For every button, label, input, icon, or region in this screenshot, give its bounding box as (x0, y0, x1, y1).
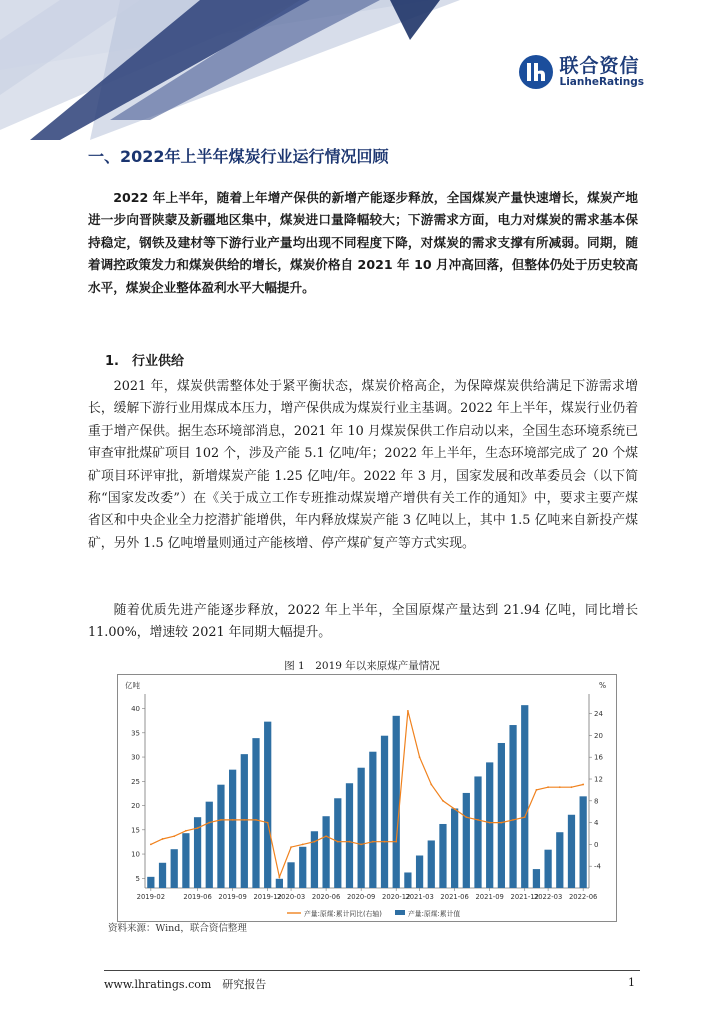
left-tick-label: 35 (131, 729, 140, 738)
footer-divider (104, 970, 640, 971)
chart-frame (118, 675, 617, 922)
yoy-growth-point (255, 819, 257, 821)
body-paragraph-1: 2021 年，煤炭供需整体处于紧平衡状态，煤炭价格高企，为保障煤炭供给满足下游需求增长，缓解下游行业用煤成本压力，增产保供成为煤炭行业主基调。2022 年上半年，煤炭行业仍着重于增产保供。据生态环境部消息，2021 年 10 月煤炭保供工作启动以来，全国生态环境系统已审查审批煤矿项目 102 个，涉及产能 5.1 亿吨/年；2022 年上半年，生态环境部完成了 20 个煤矿项目环评审批，新增煤炭产能 1.25 亿吨/年。2022 年 3 月，国家发展和改革委员会（以下简称“国家发改委”）在《关于成立工作专班推动煤炭增产增供有关工作的通知》中，要求主要产煤省区和中央企业全力挖潜扩能增供，年内释放煤炭产能 3 亿吨以上，其中 1.5 亿吨来自新投产煤矿，另外 1.5 亿吨增量则通过产能核增、停产煤矿复产等方式实现。 (88, 379, 638, 551)
yoy-growth-point (465, 816, 467, 818)
x-tick-label: 2020-12 (382, 893, 411, 901)
legend-line-label: 产量:原煤:累计同比(右轴) (304, 910, 382, 918)
legend-bar-swatch (395, 910, 405, 915)
yoy-growth-point (489, 822, 491, 824)
yoy-growth-point (384, 841, 386, 843)
yoy-growth-point (208, 822, 210, 824)
output-bar (217, 785, 224, 888)
output-bar (439, 824, 446, 888)
output-bar (229, 770, 236, 888)
yoy-growth-point (419, 756, 421, 758)
yoy-growth-point (360, 844, 362, 846)
output-bar (159, 863, 166, 888)
output-bar (241, 754, 248, 888)
yoy-growth-point (302, 844, 304, 846)
output-bar (346, 783, 353, 888)
body-paragraph-2: 随着优质先进产能逐步释放，2022 年上半年，全国原煤产量达到 21.94 亿吨，同比增长 11.00%，增速较 2021 年同期大幅提升。 (88, 603, 638, 641)
company-logo (518, 54, 644, 90)
output-bar (369, 752, 376, 888)
subsection-title: 1. 行业供给 (105, 354, 184, 369)
source-note: 资料来源：Wind，联合资信整理 (108, 923, 247, 934)
footer-report-type: 研究报告 (222, 978, 267, 991)
output-bar (358, 768, 365, 888)
output-bar (182, 833, 189, 888)
left-tick-label: 30 (131, 753, 140, 762)
right-tick-label: -4 (594, 862, 601, 871)
output-bar (416, 856, 423, 888)
output-bar (264, 722, 271, 888)
yoy-growth-point (536, 789, 538, 791)
output-bar (322, 816, 329, 888)
x-tick-label: 2021-06 (440, 893, 469, 901)
yoy-growth-point (162, 838, 164, 840)
yoy-growth-point (267, 822, 269, 824)
right-tick-label: 16 (594, 753, 603, 762)
output-bar (393, 716, 400, 888)
x-tick-label: 2021-12 (510, 893, 539, 901)
output-bar (533, 869, 540, 888)
figure-title: 图 1 2019 年以来原煤产量情况 (284, 660, 440, 672)
yoy-growth-point (173, 835, 175, 837)
output-bar (287, 862, 294, 888)
yoy-growth-point (314, 841, 316, 843)
left-tick-label: 40 (131, 705, 140, 714)
output-bar (498, 743, 505, 888)
footer-website[interactable]: www.lhratings.com (104, 978, 212, 991)
yoy-growth-point (442, 800, 444, 802)
yoy-growth-point (220, 819, 222, 821)
yoy-growth-point (512, 819, 514, 821)
yoy-growth-point (150, 844, 152, 846)
section-title: 一、2022年上半年煤炭行业运行情况回顾 (88, 147, 389, 166)
yoy-growth-point (547, 786, 549, 788)
x-tick-label: 2022-06 (568, 893, 598, 901)
yoy-growth-point (559, 786, 561, 788)
output-bar (544, 850, 551, 888)
yoy-growth-point (454, 808, 456, 810)
x-tick-label: 2019-02 (136, 893, 166, 901)
x-tick-label: 2021-03 (405, 893, 434, 901)
left-tick-label: 10 (131, 850, 140, 859)
output-bar (580, 796, 587, 888)
left-tick-label: 20 (131, 802, 140, 811)
right-tick-label: 8 (594, 797, 599, 806)
yoy-growth-point (197, 827, 199, 829)
x-tick-label: 2021-09 (475, 893, 504, 901)
left-tick-label: 25 (131, 777, 140, 786)
right-tick-label: 4 (594, 819, 599, 828)
left-tick-label: 5 (135, 874, 140, 883)
right-unit-label: % (599, 681, 607, 690)
x-tick-label: 2020-03 (276, 893, 306, 901)
output-bar (486, 762, 493, 888)
summary-paragraph: 2022 年上半年，随着上年增产保供的新增产能逐步释放，全国煤炭产量快速增长，煤炭产地进一步向晋陕蒙及新疆地区集中，煤炭进口量降幅较大；下游需求方面，电力对煤炭的需求基本保持稳定，钢铁及建材等下游行业产量均出现不同程度下降，对煤炭的需求支撑有所减弱。同期，随着调控政策发力和煤炭供给的增长，煤炭价格自 2021 年 10 月冲高回落，但整体仍处于历史较高水平，煤炭企业整体盈利水平大幅提升。 (88, 190, 638, 295)
output-bar (428, 840, 435, 888)
yoy-growth-point (500, 822, 502, 824)
yoy-growth-point (582, 784, 584, 786)
output-bar (299, 847, 306, 888)
legend-bar-label: 产量:原煤:累计值 (408, 910, 461, 918)
page-number: 1 (628, 976, 635, 989)
yoy-growth-point (232, 819, 234, 821)
x-tick-label: 2020-06 (311, 893, 341, 901)
yoy-growth-point (337, 841, 339, 843)
x-tick-label: 2019-06 (183, 893, 212, 901)
x-tick-label: 2019-12 (253, 893, 282, 901)
output-bar (521, 705, 528, 888)
output-bar (568, 815, 575, 888)
yoy-growth-point (325, 835, 327, 837)
right-tick-label: 24 (594, 710, 603, 719)
left-tick-label: 15 (131, 826, 140, 835)
logo-name-en: LianheRatings (559, 75, 644, 88)
yoy-growth-point (372, 841, 374, 843)
yoy-growth-point (395, 841, 397, 843)
yoy-growth-point (407, 710, 409, 712)
output-bar (171, 849, 178, 888)
output-bar (381, 736, 388, 888)
yoy-growth-point (290, 846, 292, 848)
output-bar (147, 877, 154, 888)
output-bar (509, 725, 516, 888)
output-bar (463, 793, 470, 888)
yoy-growth-point (185, 830, 187, 832)
coal-output-chart (117, 674, 617, 922)
left-unit-label: 亿吨 (125, 681, 140, 690)
x-tick-label: 2019-09 (218, 893, 247, 901)
yoy-growth-point (524, 816, 526, 818)
x-tick-label: 2022-03 (533, 893, 563, 901)
lianhe-logo-icon (518, 54, 554, 90)
output-bar (451, 808, 458, 888)
yoy-growth-point (278, 876, 280, 878)
yoy-growth-point (349, 841, 351, 843)
output-bar (334, 798, 341, 888)
output-bar (252, 738, 259, 888)
output-bar (311, 831, 318, 888)
output-bar (276, 879, 283, 888)
right-tick-label: 20 (594, 731, 603, 740)
output-bar (206, 802, 213, 888)
logo-name-cn: 联合资信 (559, 54, 640, 77)
output-bar (474, 776, 481, 888)
output-bar (404, 872, 411, 888)
output-bar (556, 832, 563, 888)
right-tick-label: 0 (594, 840, 599, 849)
yoy-growth-point (571, 786, 573, 788)
x-tick-label: 2020-09 (346, 893, 376, 901)
right-tick-label: 12 (594, 775, 603, 784)
footer-left (104, 976, 266, 992)
yoy-growth-point (243, 819, 245, 821)
yoy-growth-point (477, 819, 479, 821)
yoy-growth-point (430, 784, 432, 786)
